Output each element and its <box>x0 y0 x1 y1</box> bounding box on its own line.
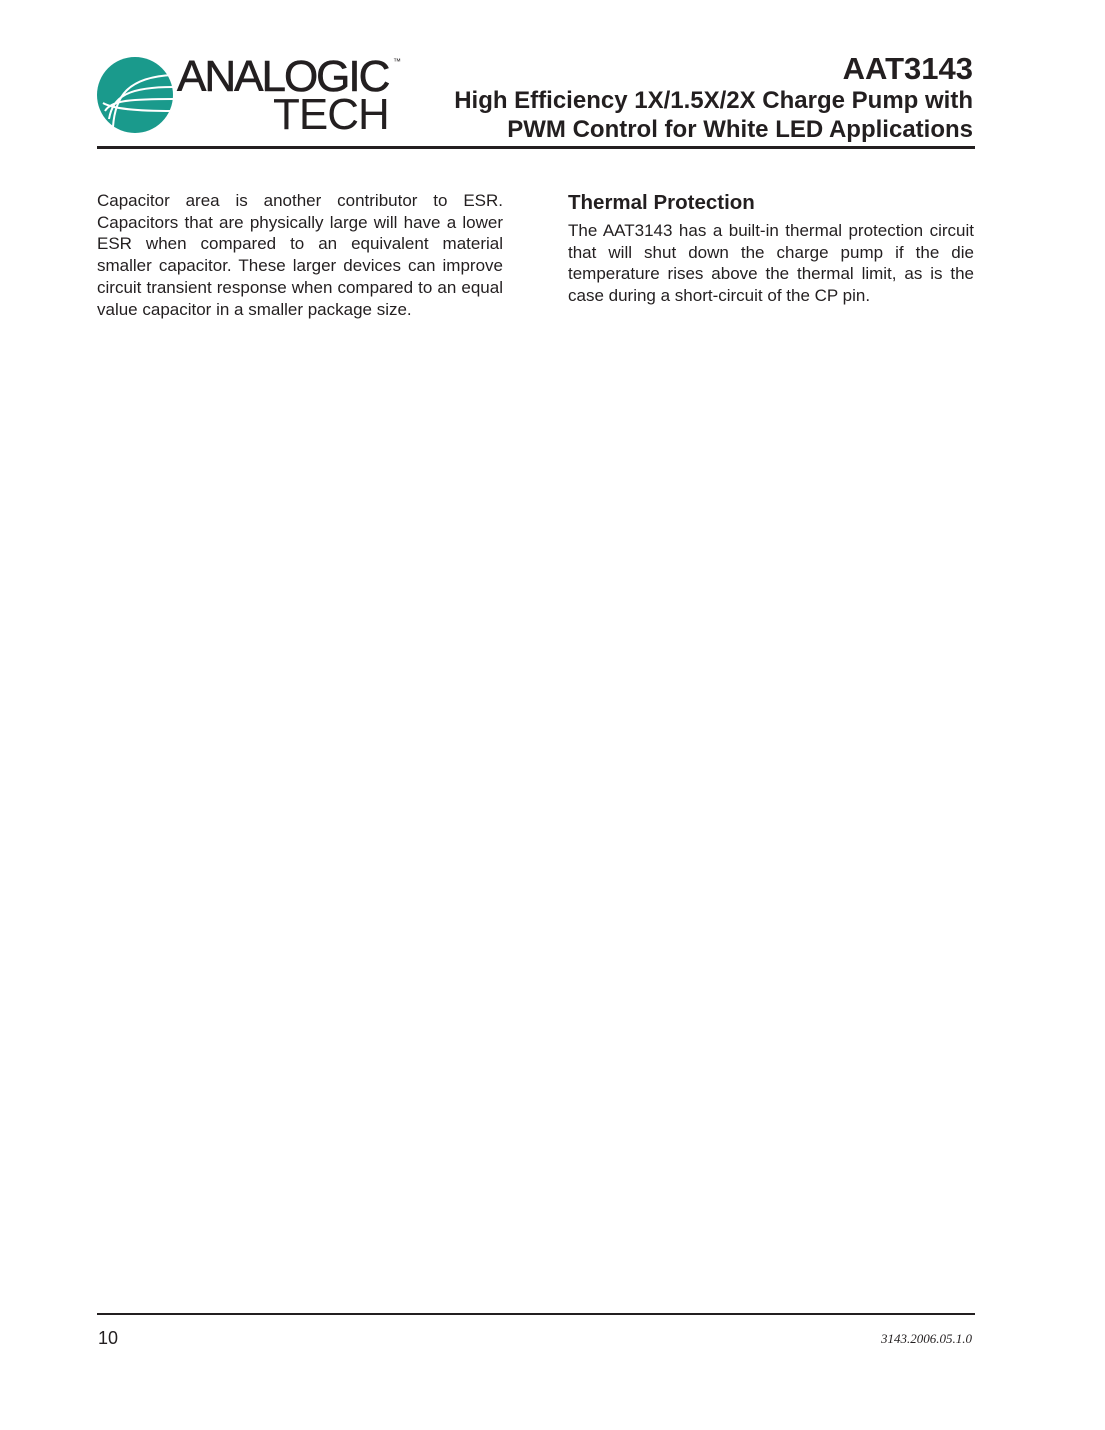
right-column <box>568 190 974 307</box>
left-column <box>97 190 503 320</box>
analogictech-logo-icon <box>97 57 173 133</box>
document-title-line2: PWM Control for White LED Applications <box>507 116 973 143</box>
document-title-line1: High Efficiency 1X/1.5X/2X Charge Pump with <box>454 87 973 114</box>
company-logo <box>97 52 407 139</box>
document-header <box>454 52 973 144</box>
esr-paragraph: Capacitor area is another contributor to ESR. Capacitors that are physically large will have a lower ESR when compared to an equivalent material smaller capacitor. These larger devices can improve circuit transient response when compared to an equal value capacitor in a smaller package size. <box>97 191 503 319</box>
trademark-symbol: ™ <box>393 57 401 66</box>
section-heading-thermal-protection: Thermal Protection <box>568 191 755 214</box>
logo-text-analogic: ANALOGIC <box>177 52 389 101</box>
document-id: 3143.2006.05.1.0 <box>881 1331 972 1346</box>
header-divider <box>97 146 975 149</box>
footer-divider <box>97 1313 975 1315</box>
part-number: AAT3143 <box>842 51 973 86</box>
page-number: 10 <box>98 1328 119 1348</box>
thermal-protection-paragraph: The AAT3143 has a built-in thermal protection circuit that will shut down the charge pump if the die temperature rises above the thermal limit, as is the case during a short-circuit of the CP pin. <box>568 221 974 306</box>
logo-text-tech: TECH <box>273 90 389 139</box>
